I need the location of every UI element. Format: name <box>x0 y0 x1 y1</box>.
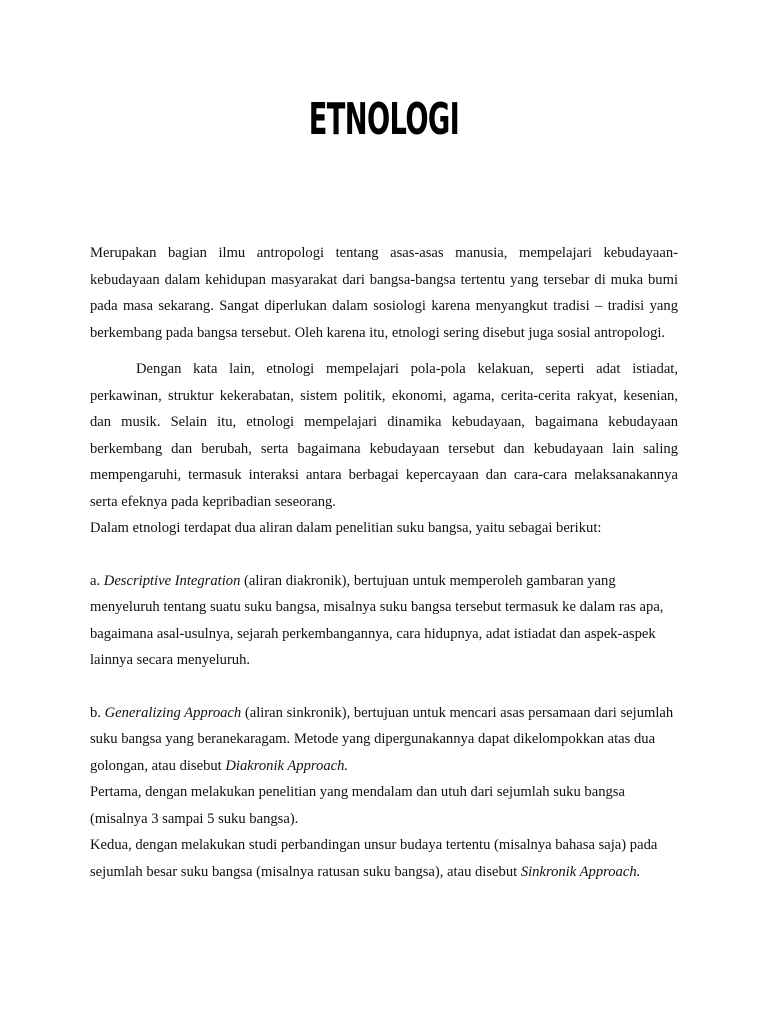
item-b-text: (aliran sinkronik), bertujuan untuk mencari asas persamaan dari sejumlah suku bangsa yang beranekaragam. Metode yang dipergunakannya dapat dikelompokkan atas dua golongan, atau disebut <box>90 704 674 774</box>
item-b-prefix: b. <box>90 704 105 721</box>
item-b-kedua <box>90 832 678 885</box>
list-item-a <box>90 568 678 674</box>
item-a-term: Descriptive Integration <box>103 572 241 589</box>
document-body <box>90 240 678 885</box>
item-a-prefix: a. <box>90 572 104 589</box>
item-b-kedua-term: Sinkronik Approach. <box>520 863 641 880</box>
item-b-pertama: Pertama, dengan melakukan penelitian yang mendalam dan utuh dari sejumlah suku bangsa (misalnya 3 sampai 5 suku bangsa). <box>90 784 625 827</box>
paragraph-definition: Merupakan bagian ilmu antropologi tentang asas-asas manusia, mempelajari kebudayaan-kebudayaan dalam kehidupan masyarakat dari bangsa-bangsa tertentu yang tersebar di muka bumi pada masa sekarang. Sangat diperlukan dalam sosiologi karena menyangkut tradisi – tradisi yang berkembang pada bangsa tersebut. Oleh karena itu, etnologi sering disebut juga sosial antropologi. <box>90 245 678 341</box>
item-b-term: Generalizing Approach <box>104 704 242 721</box>
paragraph-intro-aliran: Dalam etnologi terdapat dua aliran dalam penelitian suku bangsa, yaitu sebagai berikut: <box>90 520 602 536</box>
paragraph-scope: Dengan kata lain, etnologi mempelajari pola-pola kelakuan, seperti adat istiadat, perkawinan, struktur kekerabatan, sistem politik, ekonomi, agama, cerita-cerita rakyat, kesenian, dan musik. Selain itu, etnologi mempelajari dinamika kebudayaan, bagaimana kebudayaan berkembang dan berubah, serta bagaimana kebudayaan tersebut dan kebudayaan lain saling mempengaruhi, termasuk interaksi antara berbagai kepercayaan dan cara-cara melaksanakannya serta efeknya pada kepribadian seseorang. <box>90 361 678 510</box>
item-a-text: (aliran diakronik), bertujuan untuk memperoleh gambaran yang menyeluruh tentang suatu suku bangsa, misalnya suku bangsa tersebut termasuk ke dalam ras apa, bagaimana asal-usulnya, sejarah perkembangannya, cara hidupnya, adat istiadat dan aspek-aspek lainnya secara menyeluruh. <box>90 572 664 668</box>
list-item-b <box>90 700 678 780</box>
page-title: ETNOLOGI <box>308 94 460 145</box>
item-b-term2: Diakronik Approach. <box>225 757 349 774</box>
item-b-kedua-text: Kedua, dengan melakukan studi perbandingan unsur budaya tertentu (misalnya bahasa saja) pada sejumlah besar suku bangsa (misalnya ratusan suku bangsa), atau disebut <box>90 837 658 880</box>
